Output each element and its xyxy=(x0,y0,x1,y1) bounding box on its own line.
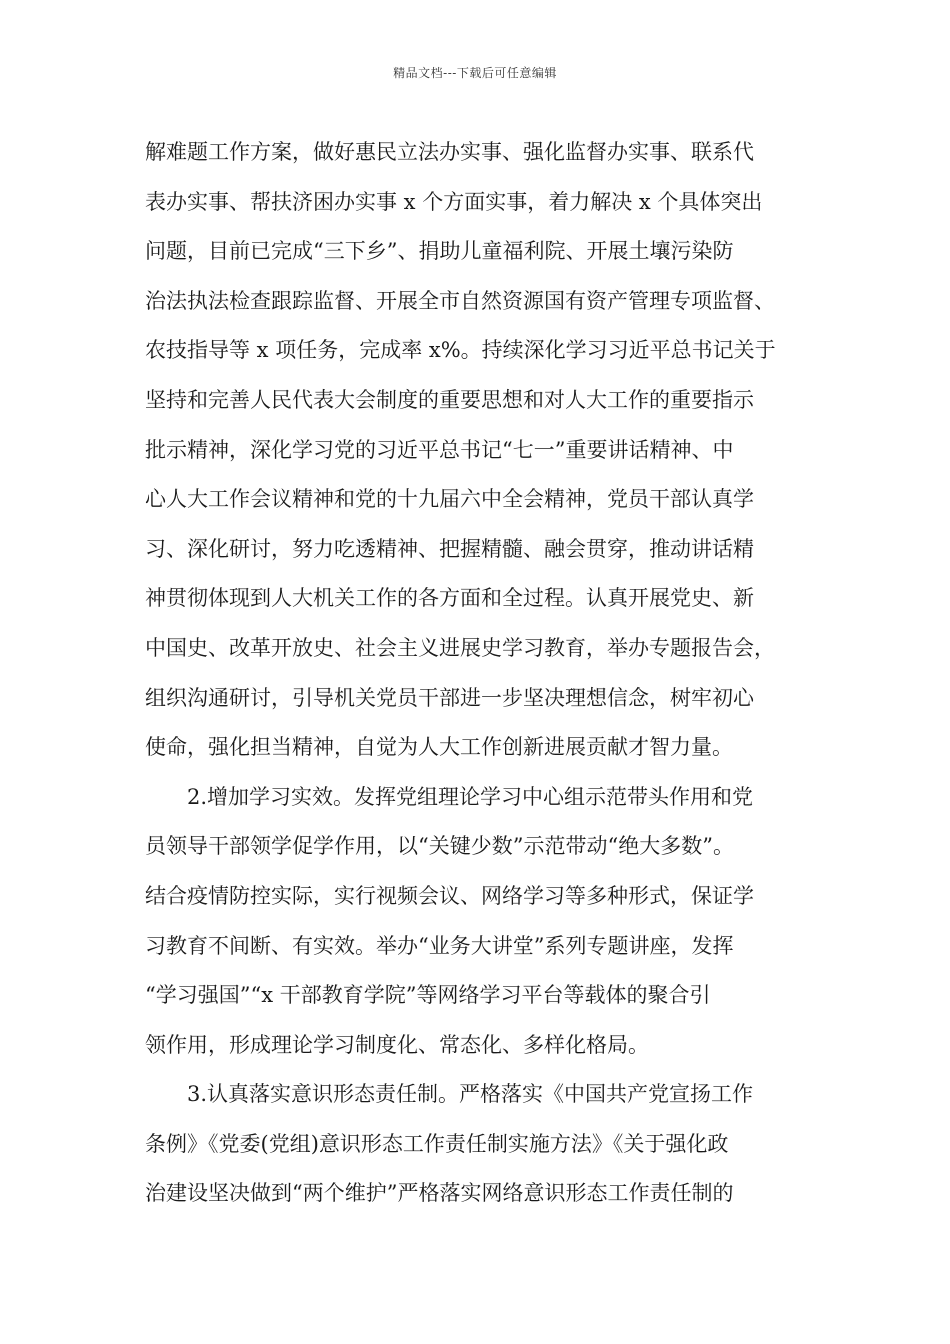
text-line: 治建设坚决做到“两个维护”严格落实网络意识形态工作责任制的 xyxy=(145,1181,734,1206)
text-line: 员领导干部领学促学作用，以“关键少数”示范带动“绝大多数”。 xyxy=(145,834,734,859)
text-line: 使命，强化担当精神，自觉为人大工作创新进展贡献才智力量。 xyxy=(145,735,733,760)
text-line: 农技指导等 x 项任务，完成率 x%。持续深化学习习近平总书记关于 xyxy=(145,338,776,363)
text-line: 习、深化研讨，努力吃透精神、把握精髓、融会贯穿，推动讲话精 xyxy=(145,536,754,561)
text-line: 领作用，形成理论学习制度化、常态化、多样化格局。 xyxy=(145,1032,649,1057)
text-line: 中国史、改革开放史、社会主义进展史学习教育，举办专题报告会， xyxy=(145,635,775,660)
text-line: “学习强国”“x 干部教育学院”等网络学习平台等载体的聚合引 xyxy=(145,983,711,1008)
text-line: 心人大工作会议精神和党的十九届六中全会精神，党员干部认真学 xyxy=(145,487,754,512)
page-header: 精品文档---下载后可任意编辑 xyxy=(393,66,557,80)
section-heading-line: 2.增加学习实效。发挥党组理论学习中心组示范带头作用和党 xyxy=(187,784,754,809)
text-line: 结合疫情防控实际，实行视频会议、网络学习等多种形式，保证学 xyxy=(145,883,754,908)
document-body xyxy=(145,128,810,1219)
text-line: 坚持和完善人民代表大会制度的重要思想和对人大工作的重要指示 xyxy=(145,387,754,412)
text-line: 组织沟通研讨，引导机关党员干部进一步坚决理想信念，树牢初心 xyxy=(145,685,754,710)
text-line: 习教育不间断、有实效。举办“业务大讲堂”系列专题讲座，发挥 xyxy=(145,933,734,958)
text-line: 条例》《党委(党组)意识形态工作责任制实施方法》《关于强化政 xyxy=(145,1131,729,1156)
text-line: 解难题工作方案，做好惠民立法办实事、强化监督办实事、联系代 xyxy=(145,140,754,164)
section-heading-line: 3.认真落实意识形态责任制。严格落实《中国共产党宣扬工作 xyxy=(187,1082,754,1107)
text-line: 神贯彻体现到人大机关工作的各方面和全过程。认真开展党史、新 xyxy=(145,586,754,611)
text-line: 治法执法检查跟踪监督、开展全市自然资源国有资产管理专项监督、 xyxy=(145,288,775,313)
text-line: 问题，目前已完成“三下乡”、捐助儿童福利院、开展土壤污染防 xyxy=(145,239,734,264)
text-line: 表办实事、帮扶济困办实事 x 个方面实事，着力解决 x 个具体突出 xyxy=(145,189,763,214)
text-line: 批示精神，深化学习党的习近平总书记“七一”重要讲话精神、中 xyxy=(145,437,734,462)
